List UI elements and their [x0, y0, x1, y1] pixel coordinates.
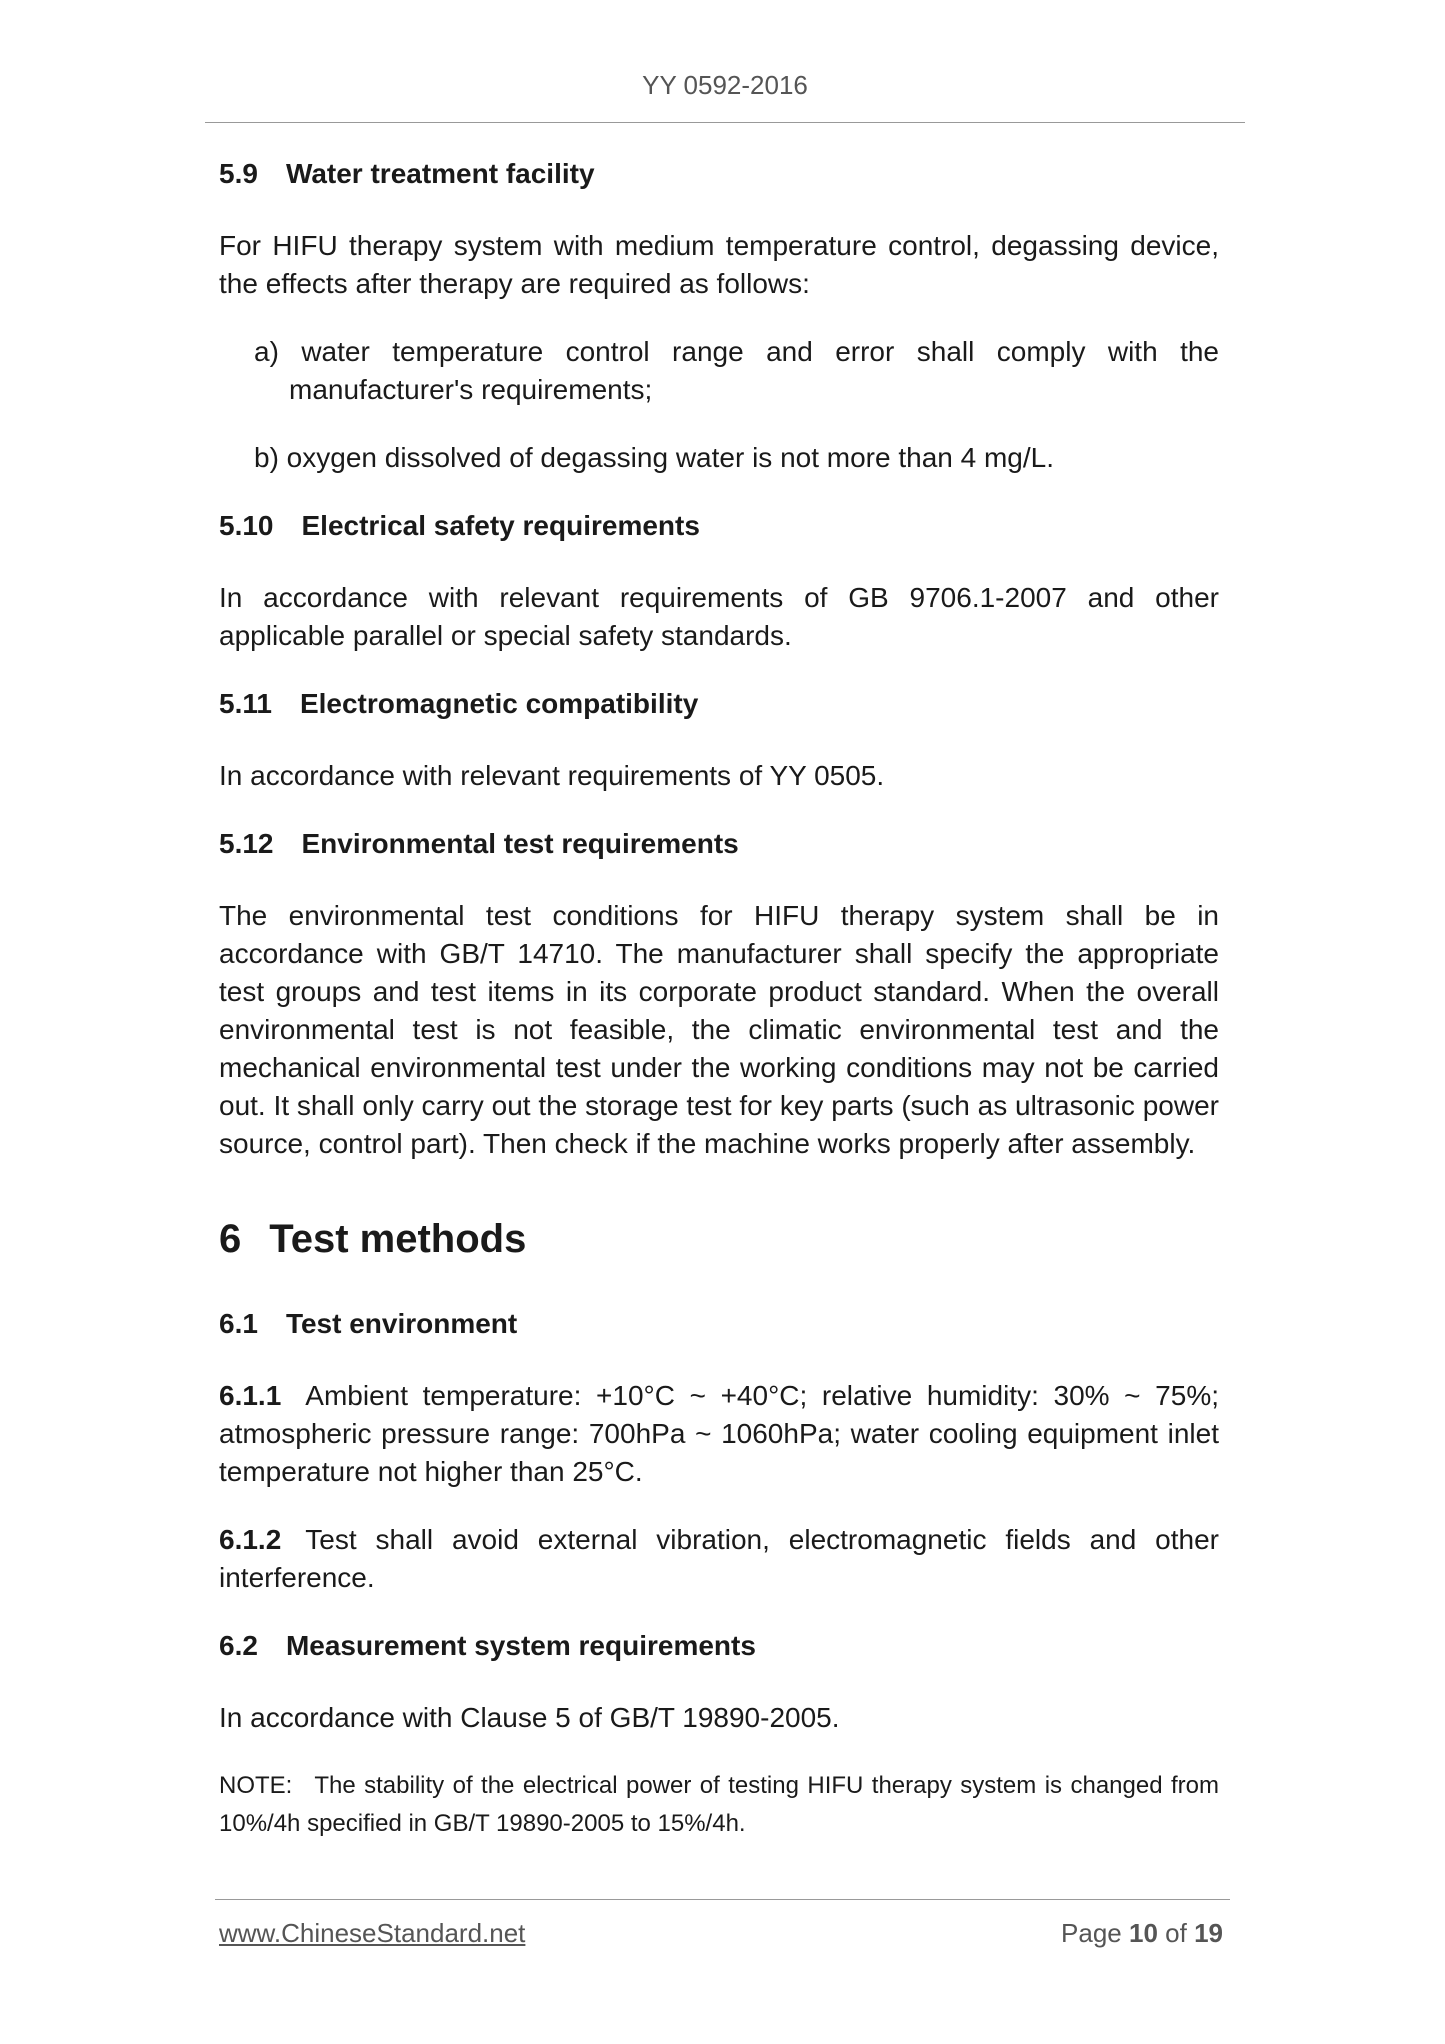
section-heading-6-2	[219, 1627, 1219, 1665]
header-divider	[205, 122, 1245, 123]
clause-6-1-1	[219, 1377, 1219, 1491]
note	[219, 1767, 1219, 1843]
page-current: 10	[1129, 1918, 1158, 1948]
section-heading-5-11	[219, 685, 1219, 723]
section-heading-5-12	[219, 825, 1219, 863]
paragraph: In accordance with relevant requirements of YY 0505.	[219, 760, 885, 791]
section-number: 5.12	[219, 828, 274, 859]
section-heading-5-10	[219, 507, 1219, 545]
page-number	[1061, 1918, 1223, 1949]
section-title: Electromagnetic compatibility	[299, 688, 699, 719]
footer-divider	[215, 1899, 1230, 1900]
page-total: 19	[1194, 1918, 1223, 1948]
section-number: 6.2	[219, 1630, 258, 1661]
chapter-heading-6	[219, 1215, 1219, 1263]
paragraph: The environmental test conditions for HIFU therapy system shall be in accordance with GB/T 14710. The manufacturer shall specify the appropriate test groups and test items in its corporate product standard. When the overall environmental test is not feasible, the climatic environmental test and the mechanical environmental test under the working conditions may not be carried out. It shall only carry out the storage test for key parts (such as ultrasonic power source, control part). Then check if the machine works properly after assembly.	[219, 900, 1219, 1159]
note-text: The stability of the electrical power of testing HIFU therapy system is changed from 10%/4h specified in GB/T 19890-2005 to 15%/4h.	[219, 1772, 1219, 1837]
section-title: Measurement system requirements	[285, 1630, 756, 1661]
chapter-title: Test methods	[269, 1217, 527, 1261]
section-number: 6.1	[219, 1308, 258, 1339]
paragraph: In accordance with Clause 5 of GB/T 19890-2005.	[219, 1702, 840, 1733]
section-heading-5-9	[219, 155, 1219, 193]
clause-number: 6.1.1	[219, 1380, 282, 1411]
section-title: Water treatment facility	[285, 158, 595, 189]
chapter-number: 6	[219, 1217, 242, 1261]
page-word: Page	[1061, 1918, 1122, 1948]
section-title: Environmental test requirements	[301, 828, 739, 859]
clause-text: Test shall avoid external vibration, electromagnetic fields and other interference.	[219, 1524, 1219, 1593]
document-body	[219, 155, 1219, 1843]
paragraph: For HIFU therapy system with medium temperature control, degassing device, the effects after therapy are required as follows:	[219, 230, 1219, 299]
section-number: 5.9	[219, 158, 258, 189]
page-of: of	[1165, 1918, 1187, 1948]
clause-6-1-2	[219, 1521, 1219, 1597]
clause-text: Ambient temperature: +10°C ~ +40°C; relative humidity: 30% ~ 75%; atmospheric pressure range: 700hPa ~ 1060hPa; water cooling equipment inlet temperature not higher than 25°C.	[219, 1380, 1219, 1487]
list-item: b) oxygen dissolved of degassing water is not more than 4 mg/L.	[254, 442, 1054, 473]
section-number: 5.10	[219, 510, 274, 541]
section-number: 5.11	[219, 688, 272, 719]
page-header: YY 0592-2016	[642, 70, 808, 100]
clause-number: 6.1.2	[219, 1524, 282, 1555]
section-title: Electrical safety requirements	[301, 510, 700, 541]
section-title: Test environment	[285, 1308, 518, 1339]
paragraph: In accordance with relevant requirements of GB 9706.1-2007 and other applicable parallel or special safety standards.	[219, 582, 1219, 651]
note-label: NOTE:	[219, 1772, 293, 1799]
website-link[interactable]: www.ChineseStandard.net	[219, 1918, 526, 1948]
section-heading-6-1	[219, 1305, 1219, 1343]
list-item: a) water temperature control range and error shall comply with the manufacturer's requirements;	[254, 336, 1219, 405]
